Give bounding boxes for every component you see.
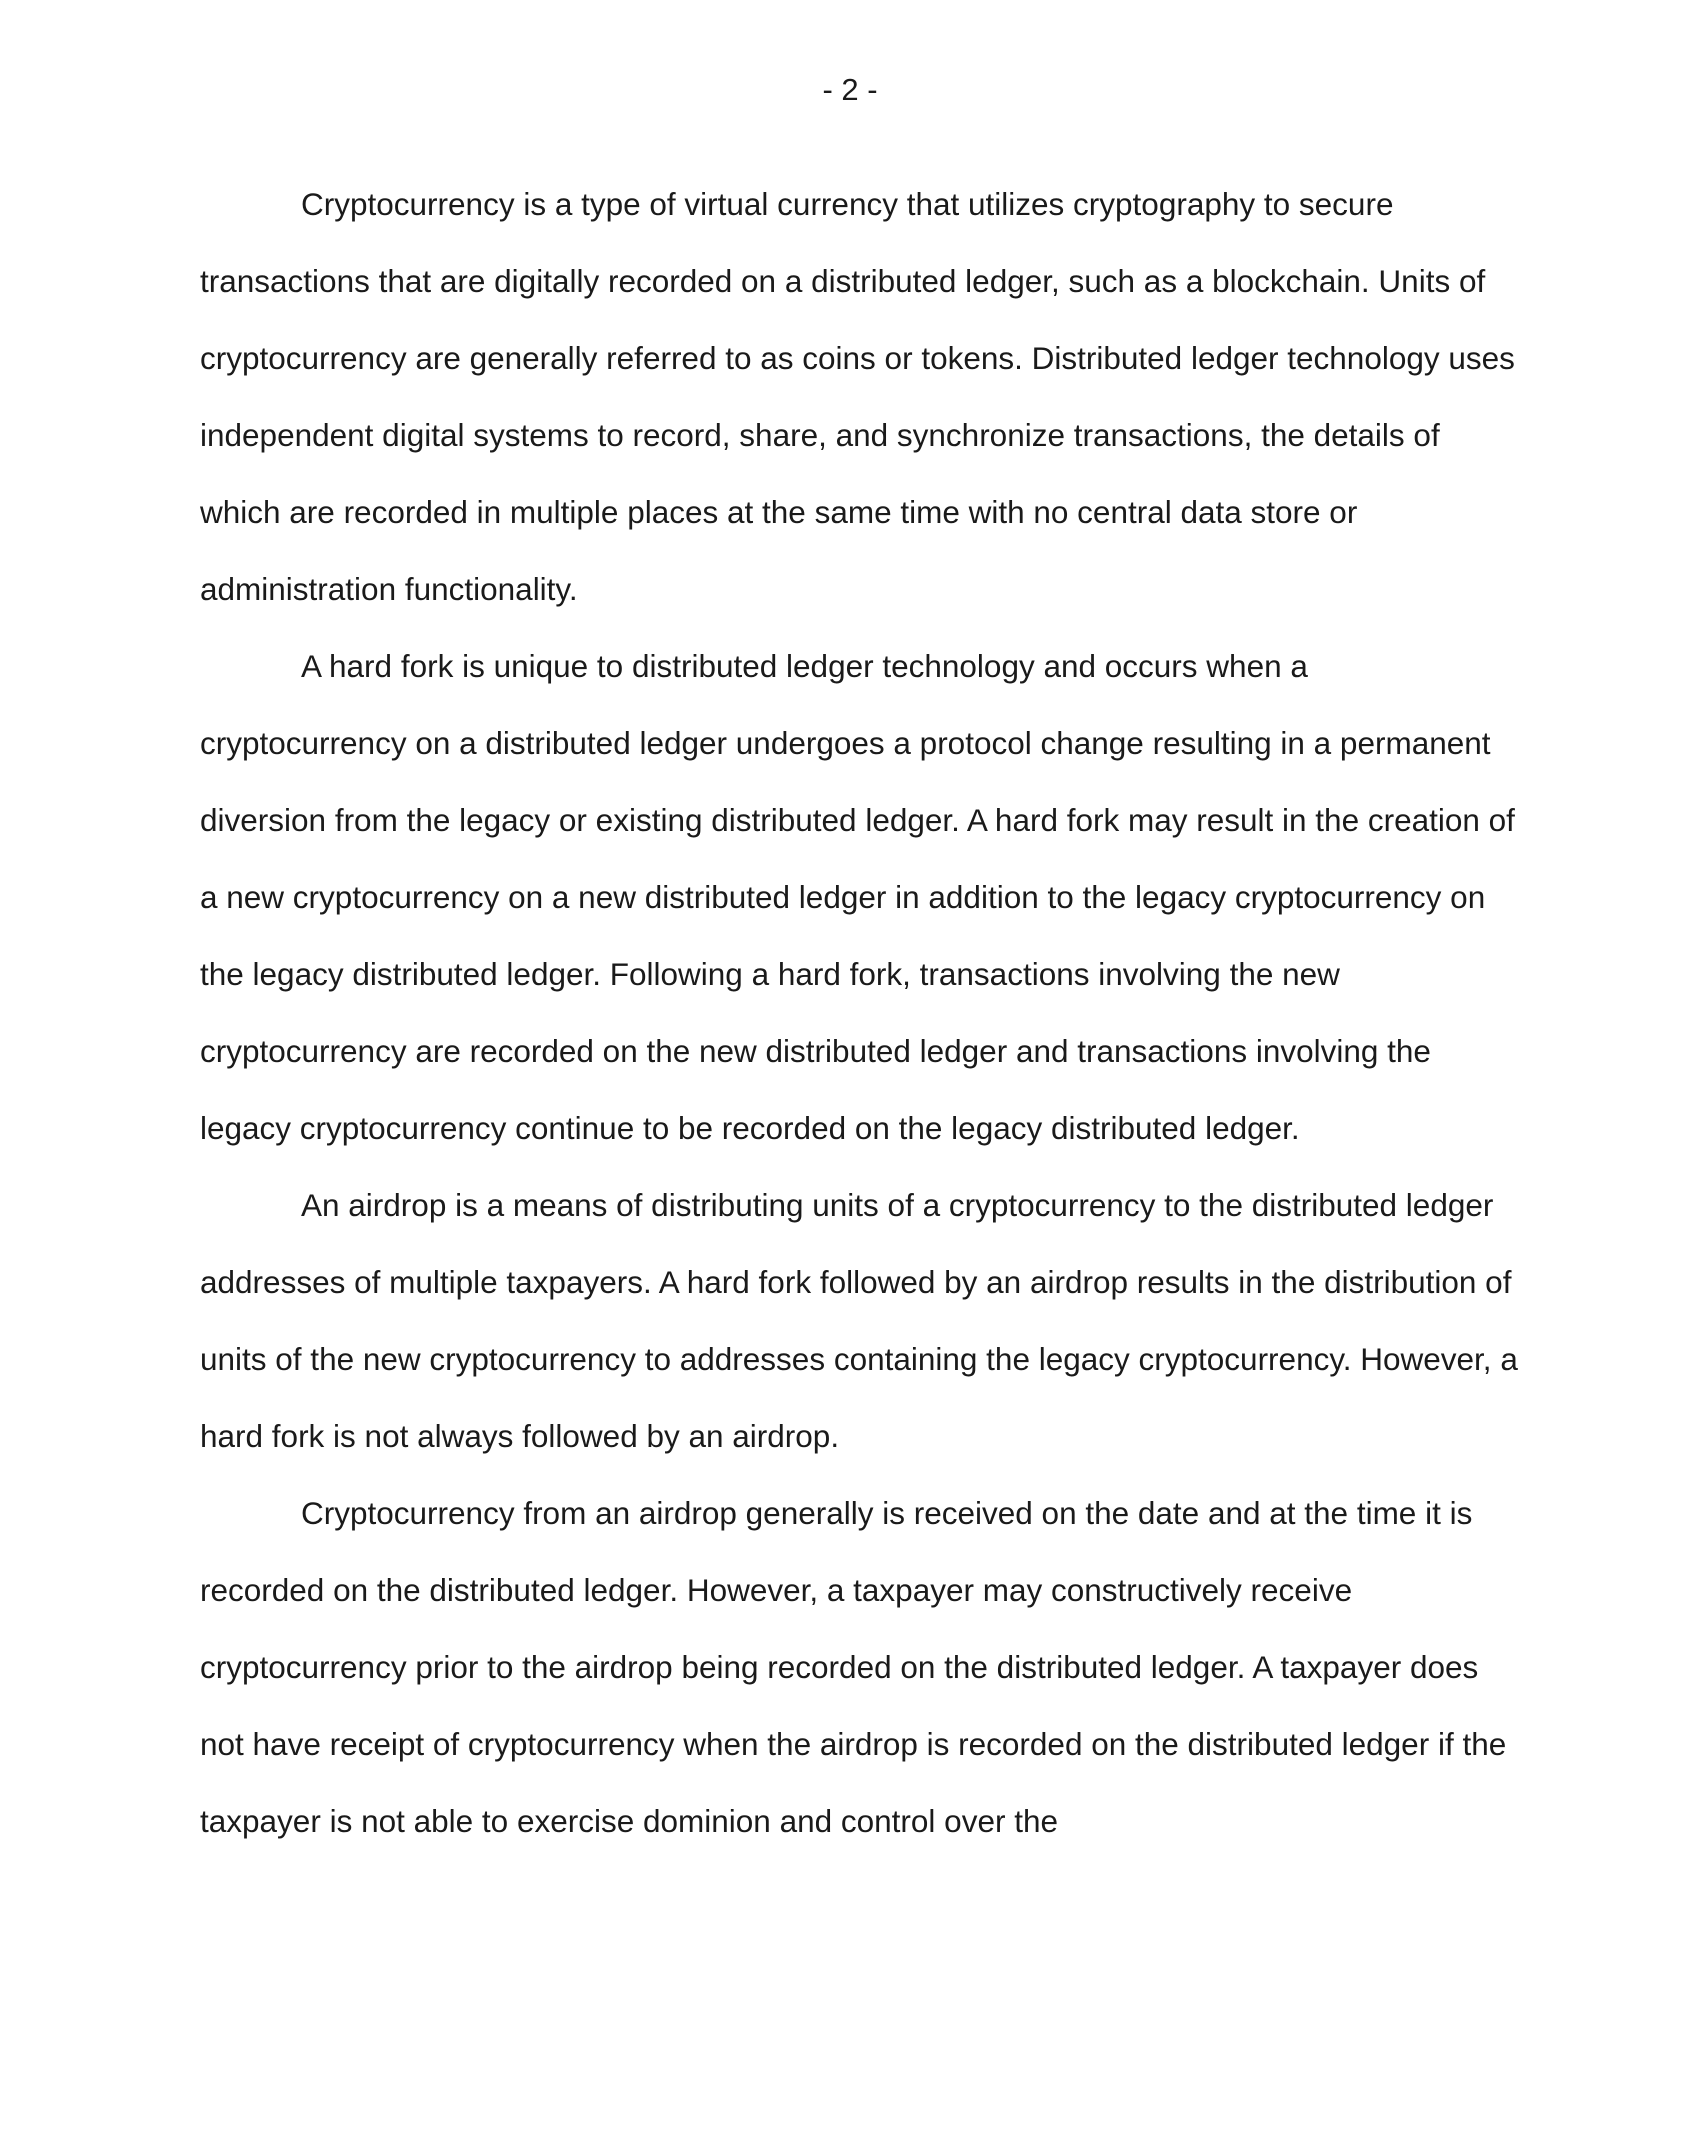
- document-body: [200, 166, 1520, 1860]
- paragraph-cryptocurrency-definition: Cryptocurrency is a type of virtual currency that utilizes cryptography to secure transactions that are digitally recorded on a distributed ledger, such as a blockchain. Units of cryptocurrency are generally referred to as coins or tokens. Distributed ledger technology uses independent digital systems to record, share, and synchronize transactions, the details of which are recorded in multiple places at the same time with no central data store or administration functionality.: [200, 186, 1515, 607]
- paragraph-airdrop-receipt: Cryptocurrency from an airdrop generally is received on the date and at the time it is recorded on the distributed ledger. However, a taxpayer may constructively receive cryptocurrency prior to the airdrop being recorded on the distributed ledger. A taxpayer does not have receipt of cryptocurrency when the airdrop is recorded on the distributed ledger if the taxpayer is not able to exercise dominion and control over the: [200, 1495, 1507, 1839]
- paragraph-airdrop: An airdrop is a means of distributing units of a cryptocurrency to the distributed ledger addresses of multiple taxpayers. A hard fork followed by an airdrop results in the distribution of units of the new cryptocurrency to addresses containing the legacy cryptocurrency. However, a hard fork is not always followed by an airdrop.: [200, 1187, 1518, 1454]
- paragraph-hard-fork: A hard fork is unique to distributed ledger technology and occurs when a cryptocurrency on a distributed ledger undergoes a protocol change resulting in a permanent diversion from the legacy or existing distributed ledger. A hard fork may result in the creation of a new cryptocurrency on a new distributed ledger in addition to the legacy cryptocurrency on the legacy distributed ledger. Following a hard fork, transactions involving the new cryptocurrency are recorded on the new distributed ledger and transactions involving the legacy cryptocurrency continue to be recorded on the legacy distributed ledger.: [200, 648, 1515, 1146]
- page-number: - 2 -: [822, 72, 878, 107]
